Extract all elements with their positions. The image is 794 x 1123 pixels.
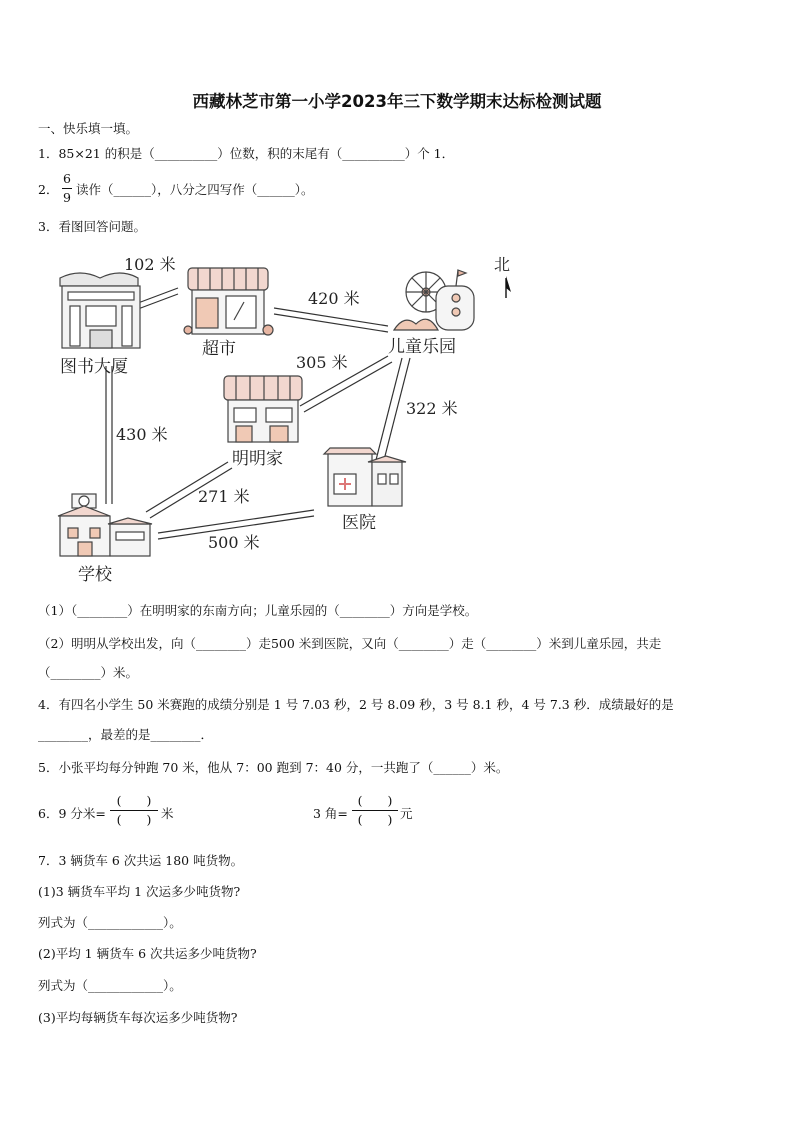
question-2-text: 读作（______），八分之四写作（______）。 [76,182,314,197]
fraction-numerator: 6 [63,171,71,186]
supermarket-building-icon [184,268,273,335]
childrens-park-icon [394,270,474,330]
north-label: 北 [494,255,511,274]
question-7-sub-3: (3)平均每辆货车每次运多少吨货物? [38,1010,238,1025]
hospital-building-icon [324,448,406,506]
question-6-right-fraction [352,794,398,827]
map-distance-library-school: 430 米 [116,425,168,444]
map-label-hospital: 医院 [342,513,376,533]
map-distance-home-park: 305 米 [296,353,348,372]
school-building-icon [58,494,152,556]
question-5: 5．小张平均每分钟跑 70 米，他从 7：00 跑到 7：40 分，一共跑了（______）米。 [38,760,509,775]
question-6-right-unit: 元 [400,806,413,821]
page-title: 西藏林芝市第一小学2023年三下数学期末达标检测试题 [192,92,602,111]
question-7-answer-1: 列式为（____________）。 [38,915,182,930]
question-6-left-fraction [110,794,158,827]
question-3-title: 3．看图回答问题。 [38,219,146,234]
mingming-home-icon [224,376,302,442]
fraction-denominator: ( ) [116,812,152,827]
north-arrow-icon [506,276,511,298]
library-building-icon [60,273,140,348]
question-7-sub-2: (2)平均 1 辆货车 6 次共运多少吨货物? [38,946,257,961]
question-2-number: 2． [38,182,59,197]
map-label-library: 图书大厦 [60,357,128,377]
section-heading: 一、快乐填一填。 [38,121,139,136]
question-7-title: 7．3 辆货车 6 次共运 180 吨货物。 [38,853,244,868]
map-distance-supermarket-park: 420 米 [308,289,360,308]
question-6-left-prefix: 6．9 分米= [38,806,106,821]
question-1: 1．85×21 的积是（__________）位数，积的末尾有（__________）个 1． [38,146,455,161]
question-4-line-2: ________，最差的是________． [38,727,214,742]
question-7-answer-2: 列式为（____________）。 [38,978,182,993]
map-label-park: 儿童乐园 [388,337,456,357]
question-6-right-prefix: 3 角= [313,806,348,821]
fraction-bar [62,188,72,189]
question-4-line-1: 4．有四名小学生 50 米赛跑的成绩分别是 1 号 7.03 秒，2 号 8.09 秒，3 号 8.1 秒，4 号 7.3 秒．成绩最好的是 [38,697,674,712]
fraction-denominator: 9 [63,190,71,205]
fraction-bar [352,810,398,811]
fraction-bar [110,810,158,811]
question-3-part-2-line-2: （________）米。 [38,665,139,680]
direction-map-figure [38,248,538,588]
map-distance-school-hospital: 500 米 [208,533,260,552]
map-label-school: 学校 [78,565,112,585]
map-distance-school-home: 271 米 [198,487,250,506]
map-label-home: 明明家 [232,449,283,469]
map-distance-park-hospital: 322 米 [406,399,458,418]
fraction-numerator: ( ) [357,793,393,808]
fraction-denominator: ( ) [357,812,393,827]
question-3-part-2-line-1: （2）明明从学校出发，向（________）走500 米到医院，又向（________）走（________）米到儿童乐园，共走 [38,636,662,651]
question-2-fraction [62,172,72,205]
map-label-supermarket: 超市 [202,339,236,359]
question-3-part-1: （1）（________）在明明家的东南方向；儿童乐园的（________）方向是学校。 [38,603,478,618]
question-7-sub-1: (1)3 辆货车平均 1 次运多少吨货物? [38,884,241,899]
map-distance-library-supermarket: 102 米 [124,255,176,274]
fraction-numerator: ( ) [116,793,152,808]
question-6-left-unit: 米 [161,806,174,821]
